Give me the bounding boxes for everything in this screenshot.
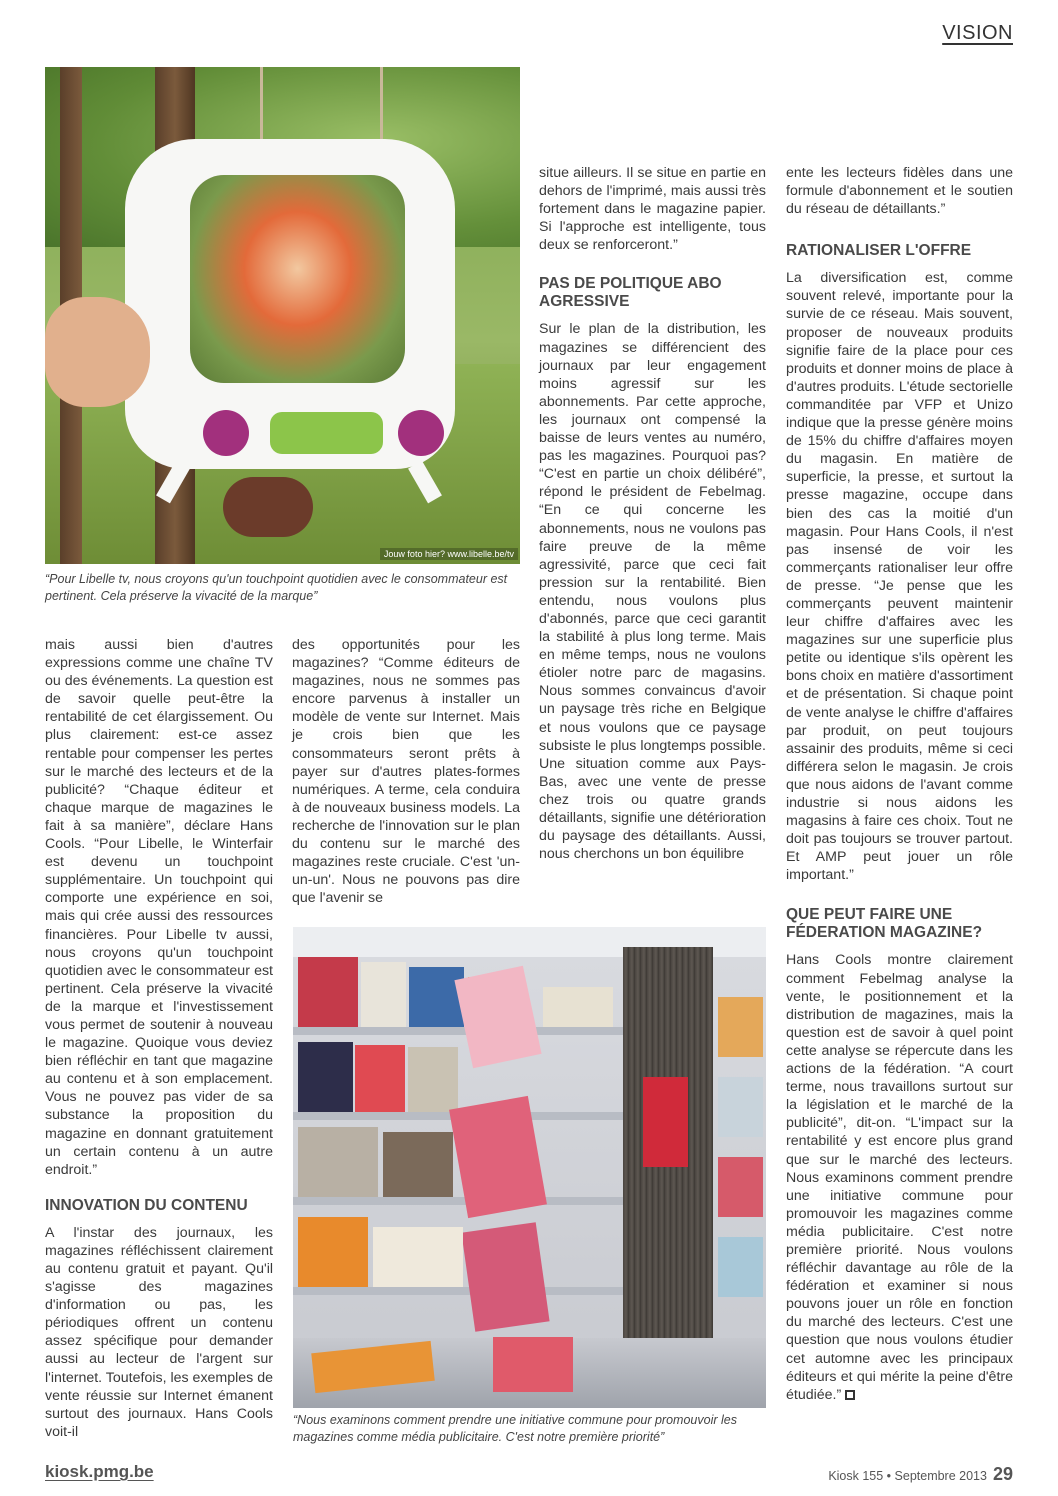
section-tag: VISION [942,22,1013,44]
footer-site-link[interactable]: kiosk.pmg.be [45,1462,154,1481]
magazine-rack-photo [293,927,766,1408]
footer-issue [828,1464,1013,1485]
photo-watermark: Jouw foto hier? www.libelle.be/tv [380,548,518,560]
page-number: 29 [992,1464,1013,1484]
issue-text: Kiosk 155 • Septembre 2013 [828,1469,987,1483]
column-3 [539,164,766,863]
photo2-caption: “Nous examinons comment prendre une initiative commune pour promouvoir les magazines comme média publicitaire. C'est notre première priorité” [293,1413,737,1444]
paragraph: mais aussi bien d'autres expressions comme une chaîne TV ou des événements. La question est de savoir quelle peut-être la rentabilité de cet élargissement. Ou plus clairement: est-ce assez rentable pour compenser les pertes sur le marché des lecteurs et de la publicité? “Chaque éditeur et chaque marque de magazines le fait à sa manière”, déclare Hans Cools. “Pour Libelle, le Winterfair est devenu un touchpoint supplémentaire. Un touchpoint qui comporte une expérience en soi, mais qui crée aussi des ressources financières. Pour Libelle tv aussi, nous croyons qu'un touchpoint quotidien avec le consommateur est pertinent. Cela préserve la vivacité de la marque et l'investissement vous permet de soutenir à nouveau le magazine. Quoique vous deviez bien réfléchir en tant que magazine au contenu et à son emplacement. Vous ne pouvez pas vider de sa substance la proposition du magazine en donnant gratuitement un certain contenu à un autre endroit.” [45,637,273,1178]
paragraph [786,951,1013,1403]
paragraph: La diversification est, comme souvent relevé, importante pour la survie de ce réseau. Mais souvent, proposer de nouveaux produits signifie faire de la place pour ces produits et donner moins de place à d'autres produits. L'étude sectorielle commanditée par VFP et Unizo indique que la presse génère moins de 15% du chiffre d'affaires moyen du magasin. En matière de superficie, la presse, et surtout la presse magazine, occupe dans bien des cas la moitié d'un magasin. Pour Hans Cools, il n'est pas insensé de voir les commerçants rationaliser leur offre de presse. “Je pense que les commerçants peuvent maintenir leur chiffre d'affaires avec les magazines sur une superficie plus petite ou identique s'ils opèrent les bons choix en matière d'assortiment et de présentation. Si chaque point de vente analyse le chiffre d'affaires par produit, on peut toujours assainir des produits, même si ceci différera selon le magasin. Je crois que nous aidons de l'avant comme industrie si nous aidons les magasins à faire ces choix. Tout ne doit pas toujours se trouver partout. Et AMP peut jouer un rôle important.” [786,270,1013,884]
paragraph-text: Hans Cools montre clairement comment Febelmag analyse la vente, le positionnement et la distribution de magazines, mais la question est de savoir à quel point cette analyse se répercute dans les actions de la fédération. “A court terme, nous travaillons surtout sur la législation et le marché de la publicité”, dit-on. “L'impact sur la rentabilité y est encore plus grand que sur le marché des lecteurs. Nous examinons comment prendre une initiative commune pour promouvoir les magazines comme média publicitaire. C'est notre première priorité. Nous voulons réfléchir davantage au rôle de la fédération et examiner si nous pouvons jouer un rôle en fonction du marché des lecteurs. C'est une question que nous voulons étudier cet automne avec les principaux éditeurs et qui mérite la peine d'être étudiée.” [786,952,1013,1403]
column-2 [292,636,520,907]
subheading: INNOVATION DU CONTENU [45,1196,248,1214]
paragraph: Sur le plan de la distribution, les magazines se différencient des journaux par leur engagement moins agressif sur les abonnements. Par cette approche, les journaux ont compensé la baisse de leurs ventes au numéro, pas les magazines. Pourquoi pas? “C'est en partie un choix délibéré”, répond le président de Febelmag. “En ce qui concerne les abonnements, nous ne voulons pas faire preuve de la même agressivité, parce que ceci fait pression sur la rentabilité. Bien entendu, nous voulons plus d'abonnés, parce que ceci garantit la stabilité à plus long terme. Mais en même temps, nous ne voulons étioler notre parc de magasins. Nous sommes convaincus d'avoir un paysage très riche en Belgique et nous voulons que ce paysage subsiste le plus longtemps possible. Une situation comme aux Pays-Bas, avec une vente de presse chez trois ou quatre grands détaillants, signifie une détérioration du paysage des détaillants. Aussi, nous cherchons un bon équilibre [539,321,766,863]
photo1-caption: “Pour Libelle tv, nous croyons qu'un touchpoint quotidien avec le consommateur est pertinent. Cela préserve la vivacité de la marque” [45,572,508,603]
column-4 [786,164,1013,1404]
subheading: PAS DE POLITIQUE ABO AGRESSIVE [539,275,722,311]
paragraph: situe ailleurs. Il se situe en partie en dehors de l'imprimé, mais aussi très fortement dans le magazine papier. Si l'approche est intelligente, tous deux se renforceront.” [539,165,766,254]
subheading: RATIONALISER L'OFFRE [786,242,972,260]
tv-frame-photo [45,67,520,564]
subheading: QUE PEUT FAIRE UNE FÉDERATION MAGAZINE? [786,906,983,942]
paragraph: ente les lecteurs fidèles dans une formule d'abonnement et le soutien du réseau de détaillants.” [786,165,1013,218]
paragraph: A l'instar des journaux, les magazines réfléchissent clairement au contenu gratuit et payant. Qu'il s'agisse des magazines d'information ou pas, les périodiques offrent un contenu assez spécifique pour demander aussi au lecteur de l'argent sur l'internet. Toutefois, les exemples de vente réussie sur Internet émanent surtout des journaux. Hans Cools voit-il [45,1224,273,1440]
end-mark-icon [845,1390,855,1400]
column-1 [45,636,273,1441]
paragraph: des opportunités pour les magazines? “Comme éditeurs de magazines, nous ne sommes pas encore parvenus à installer un modèle de vente sur Internet. Mais je crois bien que les consommateurs seront prêts à payer sur d'autres plates-formes numériques. A terme, cela conduira à de nouveaux business models. La recherche de l'innovation sur le plan du contenu sur le marché des magazines reste cruciale. C'est 'un-un-un'. Nous ne pouvons pas dire que l'avenir se [292,637,520,907]
